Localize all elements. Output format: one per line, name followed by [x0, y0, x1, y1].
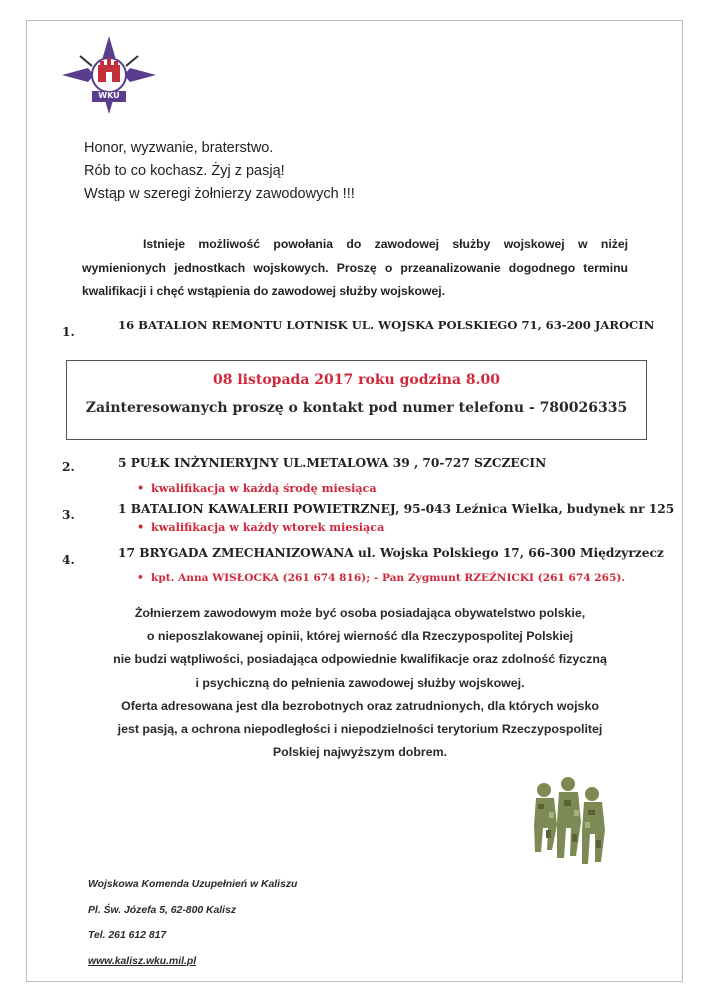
- footer-contact: [88, 872, 297, 974]
- unit-name: 5 PUŁK INŻYNIERYJNY UL.METALOWA 39 , 70-727 SZCZECIN: [118, 456, 547, 470]
- motto-line: Wstąp w szeregi żołnierzy zawodowych !!!: [84, 186, 355, 202]
- footer-address: Pl. Św. Józefa 5, 62-800 Kalisz: [88, 904, 237, 916]
- wku-emblem-icon: [62, 36, 156, 114]
- unit-number: 3.: [62, 508, 75, 522]
- soldiers-icon: [524, 770, 616, 870]
- unit-note: • kpt. Anna WISŁOCKA (261 674 816); - Pan Zygmunt RZEŹNICKI (261 674 265).: [137, 572, 625, 584]
- footer-phone: Tel. 261 612 817: [88, 930, 167, 941]
- motto: [84, 137, 355, 206]
- closing-line: jest pasją, a ochrona niepodległości i niepodzielności terytorium Rzeczypospolitej: [117, 722, 603, 737]
- closing-line: i psychiczną do pełnienia zawodowej służby wojskowej.: [195, 675, 525, 690]
- unit-note: • kwalifikacja w każdy wtorek miesiąca: [137, 520, 384, 534]
- motto-line: Honor, wyzwanie, braterstwo.: [84, 140, 274, 156]
- footer-org: Wojskowa Komenda Uzupełnień w Kaliszu: [88, 879, 298, 890]
- unit-name: 1 BATALION KAWALERII POWIETRZNEJ, 95-043 Leźnica Wielka, budynek nr 125: [118, 502, 675, 516]
- closing-line: Żołnierzem zawodowym może być osoba posiadająca obywatelstwo polskie,: [134, 606, 586, 620]
- unit-note: • kwalifikacja w każdą środę miesiąca: [137, 481, 377, 495]
- unit-name: 16 BATALION REMONTU LOTNISK UL. WOJSKA POLSKIEGO 71, 63-200 JAROCIN: [118, 318, 655, 332]
- contact-phone: Zainteresowanych proszę o kontakt pod numer telefonu - 780026335: [85, 400, 628, 416]
- unit-name: 17 BRYGADA ZMECHANIZOWANA ul. Wojska Polskiego 17, 66-300 Międzyrzecz: [118, 546, 664, 560]
- unit-number: 2.: [62, 460, 75, 474]
- highlight-box: [66, 360, 647, 440]
- intro-line: terminu kwalifikacji i chęć wstąpienia do zawodowej służby wojskowej.: [82, 260, 628, 298]
- motto-line: Rób to co kochasz. Żyj z pasją!: [84, 163, 285, 179]
- closing-line: Oferta adresowana jest dla bezrobotnych oraz zatrudnionych, dla których wojsko: [121, 698, 599, 713]
- logo-text: WKU: [98, 91, 120, 100]
- intro-line: Istnieje możliwość powołania do zawodowej służby wojskowej w niżej: [143, 237, 628, 251]
- footer-website-link[interactable]: www.kalisz.wku.mil.pl: [88, 955, 197, 967]
- unit-number: 4.: [62, 553, 75, 567]
- closing-line: o nieposzlakowanej opinii, której wierność dla Rzeczypospolitej Polskiej: [146, 629, 574, 644]
- eligibility-text: [70, 602, 650, 764]
- unit-number: 1.: [62, 325, 75, 339]
- intro-paragraph: [82, 233, 628, 304]
- intro-line: wymienionych jednostkach wojskowych. Proszę o przeanalizowanie dogodnego: [82, 260, 576, 275]
- closing-line: Polskiej najwyższym dobrem.: [272, 745, 448, 760]
- recruitment-date: 08 listopada 2017 roku godzina 8.00: [213, 372, 500, 388]
- closing-line: nie budzi wątpliwości, posiadająca odpowiednie kwalifikacje oraz zdolność fizyczną: [113, 652, 607, 667]
